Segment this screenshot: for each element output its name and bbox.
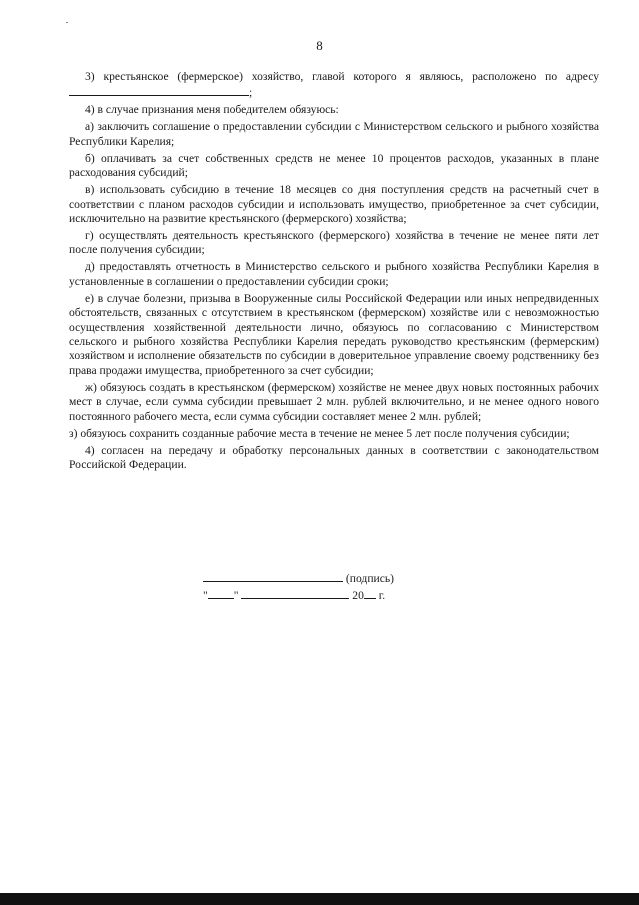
paragraph-z: з) обязуюсь сохранить созданные рабочие места в течение не менее 5 лет после получения субсидии; [69, 426, 570, 440]
date-quote-open: " [203, 589, 208, 602]
signature-line [203, 570, 394, 586]
paragraph-a: а) заключить соглашение о предоставлении субсидии с Министерством сельского и рыбного хозяйства Республики Карелия; [69, 120, 599, 148]
paragraph-3-address [69, 70, 599, 101]
address-blank-line [69, 84, 249, 96]
day-blank [208, 587, 234, 599]
date-line [203, 587, 385, 603]
paragraph-e: е) в случае болезни, призыва в Вооруженные силы Российской Федерации или иных непредвиденных обстоятельств, связанных с отсутствием в крестьянском (фермерском) хозяйстве или с невозможностью осуществления хозяйственной деятельности лично, обязуюсь по согласованию с Министерством сельского и рыбного хозяйства Республики Карелия передать руководство крестьянским (фермерским) хозяйством и исполнение обязательств по субсидии в доверительное управление своему родственнику без права продажи имущества, приобретенного за счет субсидии; [69, 291, 599, 377]
paragraph-3-text: 3) крестьянское (фермерское) хозяйство, главой которого я являюсь, расположено по адресу [85, 70, 599, 83]
paragraph-zh: ж) обязуюсь создать в крестьянском (фермерском) хозяйстве не менее двух новых постоянных рабочих мест в случае, если сумма субсидии превышает 2 млн. рублей включительно, и не менее одного нового постоянного рабочего места, если сумма субсидии составляет менее 2 млн. рублей; [69, 380, 599, 423]
date-quote-close: " [233, 589, 239, 602]
document-body [69, 70, 599, 475]
year-blank [364, 587, 376, 599]
paragraph-4-consent: 4) согласен на передачу и обработку персональных данных в соответствии с законодательством Российской Федерации. [69, 443, 599, 472]
signature-blank [203, 570, 343, 582]
month-blank [241, 587, 349, 599]
paragraph-d: д) предоставлять отчетность в Министерство сельского и рыбного хозяйства Республики Карелия в установленные в соглашении о предоставлении субсидии сроки; [69, 260, 599, 288]
paragraph-b: б) оплачивать за счет собственных средств не менее 10 процентов расходов, указанных в плане расходования субсидий; [69, 151, 599, 180]
year-prefix: 20 [352, 589, 364, 602]
year-suffix: г. [378, 589, 386, 602]
paragraph-g: г) осуществлять деятельность крестьянского (фермерского) хозяйства в течение не менее пяти лет после получения субсидии; [69, 229, 599, 257]
paragraph-4: 4) в случае признания меня победителем обязуюсь: [85, 103, 339, 117]
paragraph-3-end: ; [249, 86, 253, 100]
scan-bottom-border [0, 893, 639, 905]
page-number: 8 [316, 38, 323, 53]
scan-speck [66, 22, 68, 23]
paragraph-v: в) использовать субсидию в течение 18 месяцев со дня поступления средств на расчетный счет в соответствии с планом расходов субсидии и использовать имущество, приобретенное за счет субсидии, исключительно на развитие крестьянского (фермерского) хозяйства; [69, 183, 599, 226]
signature-label: (подпись) [345, 572, 395, 585]
